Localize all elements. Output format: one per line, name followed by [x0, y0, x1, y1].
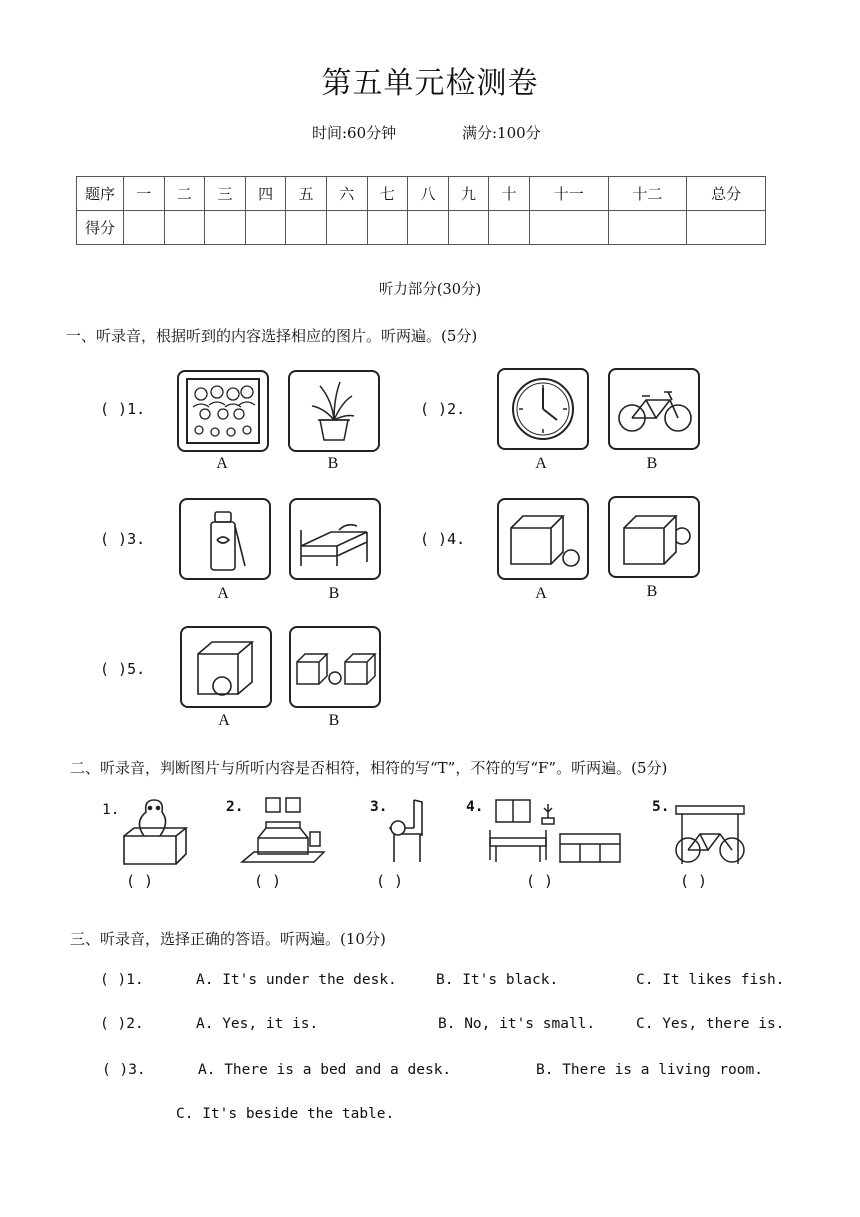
table-cell: 三 — [205, 177, 246, 211]
question-3-option-c: C. It's beside the table. — [176, 1106, 395, 1122]
option-b-label: B — [328, 712, 340, 729]
table-cell: 四 — [245, 177, 286, 211]
question-1-option-a: A. It's under the desk. — [196, 972, 397, 988]
item-number-4: 4. — [466, 799, 484, 815]
item-number-1: 1. — [102, 802, 120, 818]
section3-heading: 三、听录音，选择正确的答语。听两遍。(10分) — [70, 930, 386, 948]
answer-paren[interactable]: ( ) — [526, 872, 554, 890]
table-cell: 十一 — [529, 177, 608, 211]
answer-paren-3[interactable]: ( )3. — [100, 530, 146, 548]
table-cell: 一 — [124, 177, 165, 211]
thermos-icon[interactable] — [179, 498, 271, 580]
answer-paren[interactable]: ( ) — [376, 872, 404, 890]
table-cell: 十 — [489, 177, 530, 211]
table-cell: 二 — [164, 177, 205, 211]
score-input-cell[interactable] — [367, 211, 408, 245]
table-cell: 题序 — [77, 177, 124, 211]
potted-plant-icon[interactable] — [288, 370, 380, 452]
box-ball-in-icon[interactable] — [180, 626, 272, 708]
score-input-cell[interactable] — [205, 211, 246, 245]
answer-paren-5[interactable]: ( )5. — [100, 660, 146, 678]
score-input-cell[interactable] — [608, 211, 687, 245]
bike-under-table-icon — [668, 796, 752, 868]
question-3-option-a: A. There is a bed and a desk. — [198, 1062, 452, 1078]
score-input-cell[interactable] — [124, 211, 165, 245]
option-b-label: B — [646, 583, 658, 600]
full-score: 满分:100分 — [462, 124, 541, 142]
question-2-option-b: B. No, it's small. — [438, 1016, 596, 1032]
item-number-5: 5. — [652, 799, 670, 815]
option-a-label: A — [218, 712, 230, 729]
table-cell: 七 — [367, 177, 408, 211]
living-room-icon — [486, 796, 624, 868]
answer-paren-2[interactable]: ( )2. — [420, 400, 466, 418]
score-input-cell[interactable] — [408, 211, 449, 245]
answer-paren[interactable]: ( ) — [126, 872, 154, 890]
answer-paren[interactable]: ( ) — [254, 872, 282, 890]
box-ball-beside-icon[interactable] — [497, 498, 589, 580]
time-limit: 时间:60分钟 — [312, 124, 397, 142]
family-photo-icon[interactable] — [177, 370, 269, 452]
option-a-label: A — [217, 585, 229, 602]
score-input-cell[interactable] — [529, 211, 608, 245]
option-a-label: A — [216, 455, 228, 472]
question-1-option-b: B. It's black. — [436, 972, 559, 988]
option-a-label: A — [535, 455, 547, 472]
option-a-label: A — [535, 585, 547, 602]
ball-between-boxes-icon[interactable] — [289, 626, 381, 708]
page-title: 第五单元检测卷 — [321, 66, 539, 101]
bed-icon[interactable] — [289, 498, 381, 580]
table-cell: 十二 — [608, 177, 687, 211]
question-3-option-b: B. There is a living room. — [536, 1062, 763, 1078]
option-b-label: B — [328, 585, 340, 602]
score-input-cell[interactable] — [286, 211, 327, 245]
table-cell: 九 — [448, 177, 489, 211]
option-b-label: B — [646, 455, 658, 472]
item-number-2: 2. — [226, 799, 244, 815]
listening-part-heading: 听力部分(30分) — [378, 282, 482, 298]
table-cell: 五 — [286, 177, 327, 211]
clock-icon[interactable] — [497, 368, 589, 450]
score-table-score-row — [77, 211, 766, 245]
score-table-header-row — [77, 177, 766, 211]
answer-paren-1[interactable]: ( )1. — [100, 400, 146, 418]
ball-under-chair-icon — [384, 796, 434, 868]
score-input-cell[interactable] — [489, 211, 530, 245]
question-3-number[interactable]: ( )3. — [102, 1062, 146, 1078]
cat-in-box-icon — [118, 796, 198, 868]
answer-paren-4[interactable]: ( )4. — [420, 530, 466, 548]
score-input-cell[interactable] — [448, 211, 489, 245]
score-input-cell[interactable] — [326, 211, 367, 245]
question-2-number[interactable]: ( )2. — [100, 1016, 144, 1032]
question-1-option-c: C. It likes fish. — [636, 972, 785, 988]
table-cell: 总分 — [687, 177, 766, 211]
bedroom-icon — [240, 796, 330, 868]
score-input-cell[interactable] — [687, 211, 766, 245]
question-2-option-a: A. Yes, it is. — [196, 1016, 319, 1032]
table-cell: 得分 — [77, 211, 124, 245]
question-1-number[interactable]: ( )1. — [100, 972, 144, 988]
box-ball-behind-icon[interactable] — [608, 496, 700, 578]
section2-heading: 二、听录音，判断图片与所听内容是否相符，相符的写“T”，不符的写“F”。听两遍。(5分) — [70, 759, 668, 777]
table-cell: 六 — [326, 177, 367, 211]
answer-paren[interactable]: ( ) — [680, 872, 708, 890]
score-input-cell[interactable] — [245, 211, 286, 245]
bicycle-icon[interactable] — [608, 368, 700, 450]
section1-heading: 一、听录音，根据听到的内容选择相应的图片。听两遍。(5分) — [66, 327, 478, 345]
question-2-option-c: C. Yes, there is. — [636, 1016, 785, 1032]
table-cell: 八 — [408, 177, 449, 211]
score-table — [76, 176, 766, 245]
option-b-label: B — [327, 455, 339, 472]
item-number-3: 3. — [370, 799, 388, 815]
score-input-cell[interactable] — [164, 211, 205, 245]
